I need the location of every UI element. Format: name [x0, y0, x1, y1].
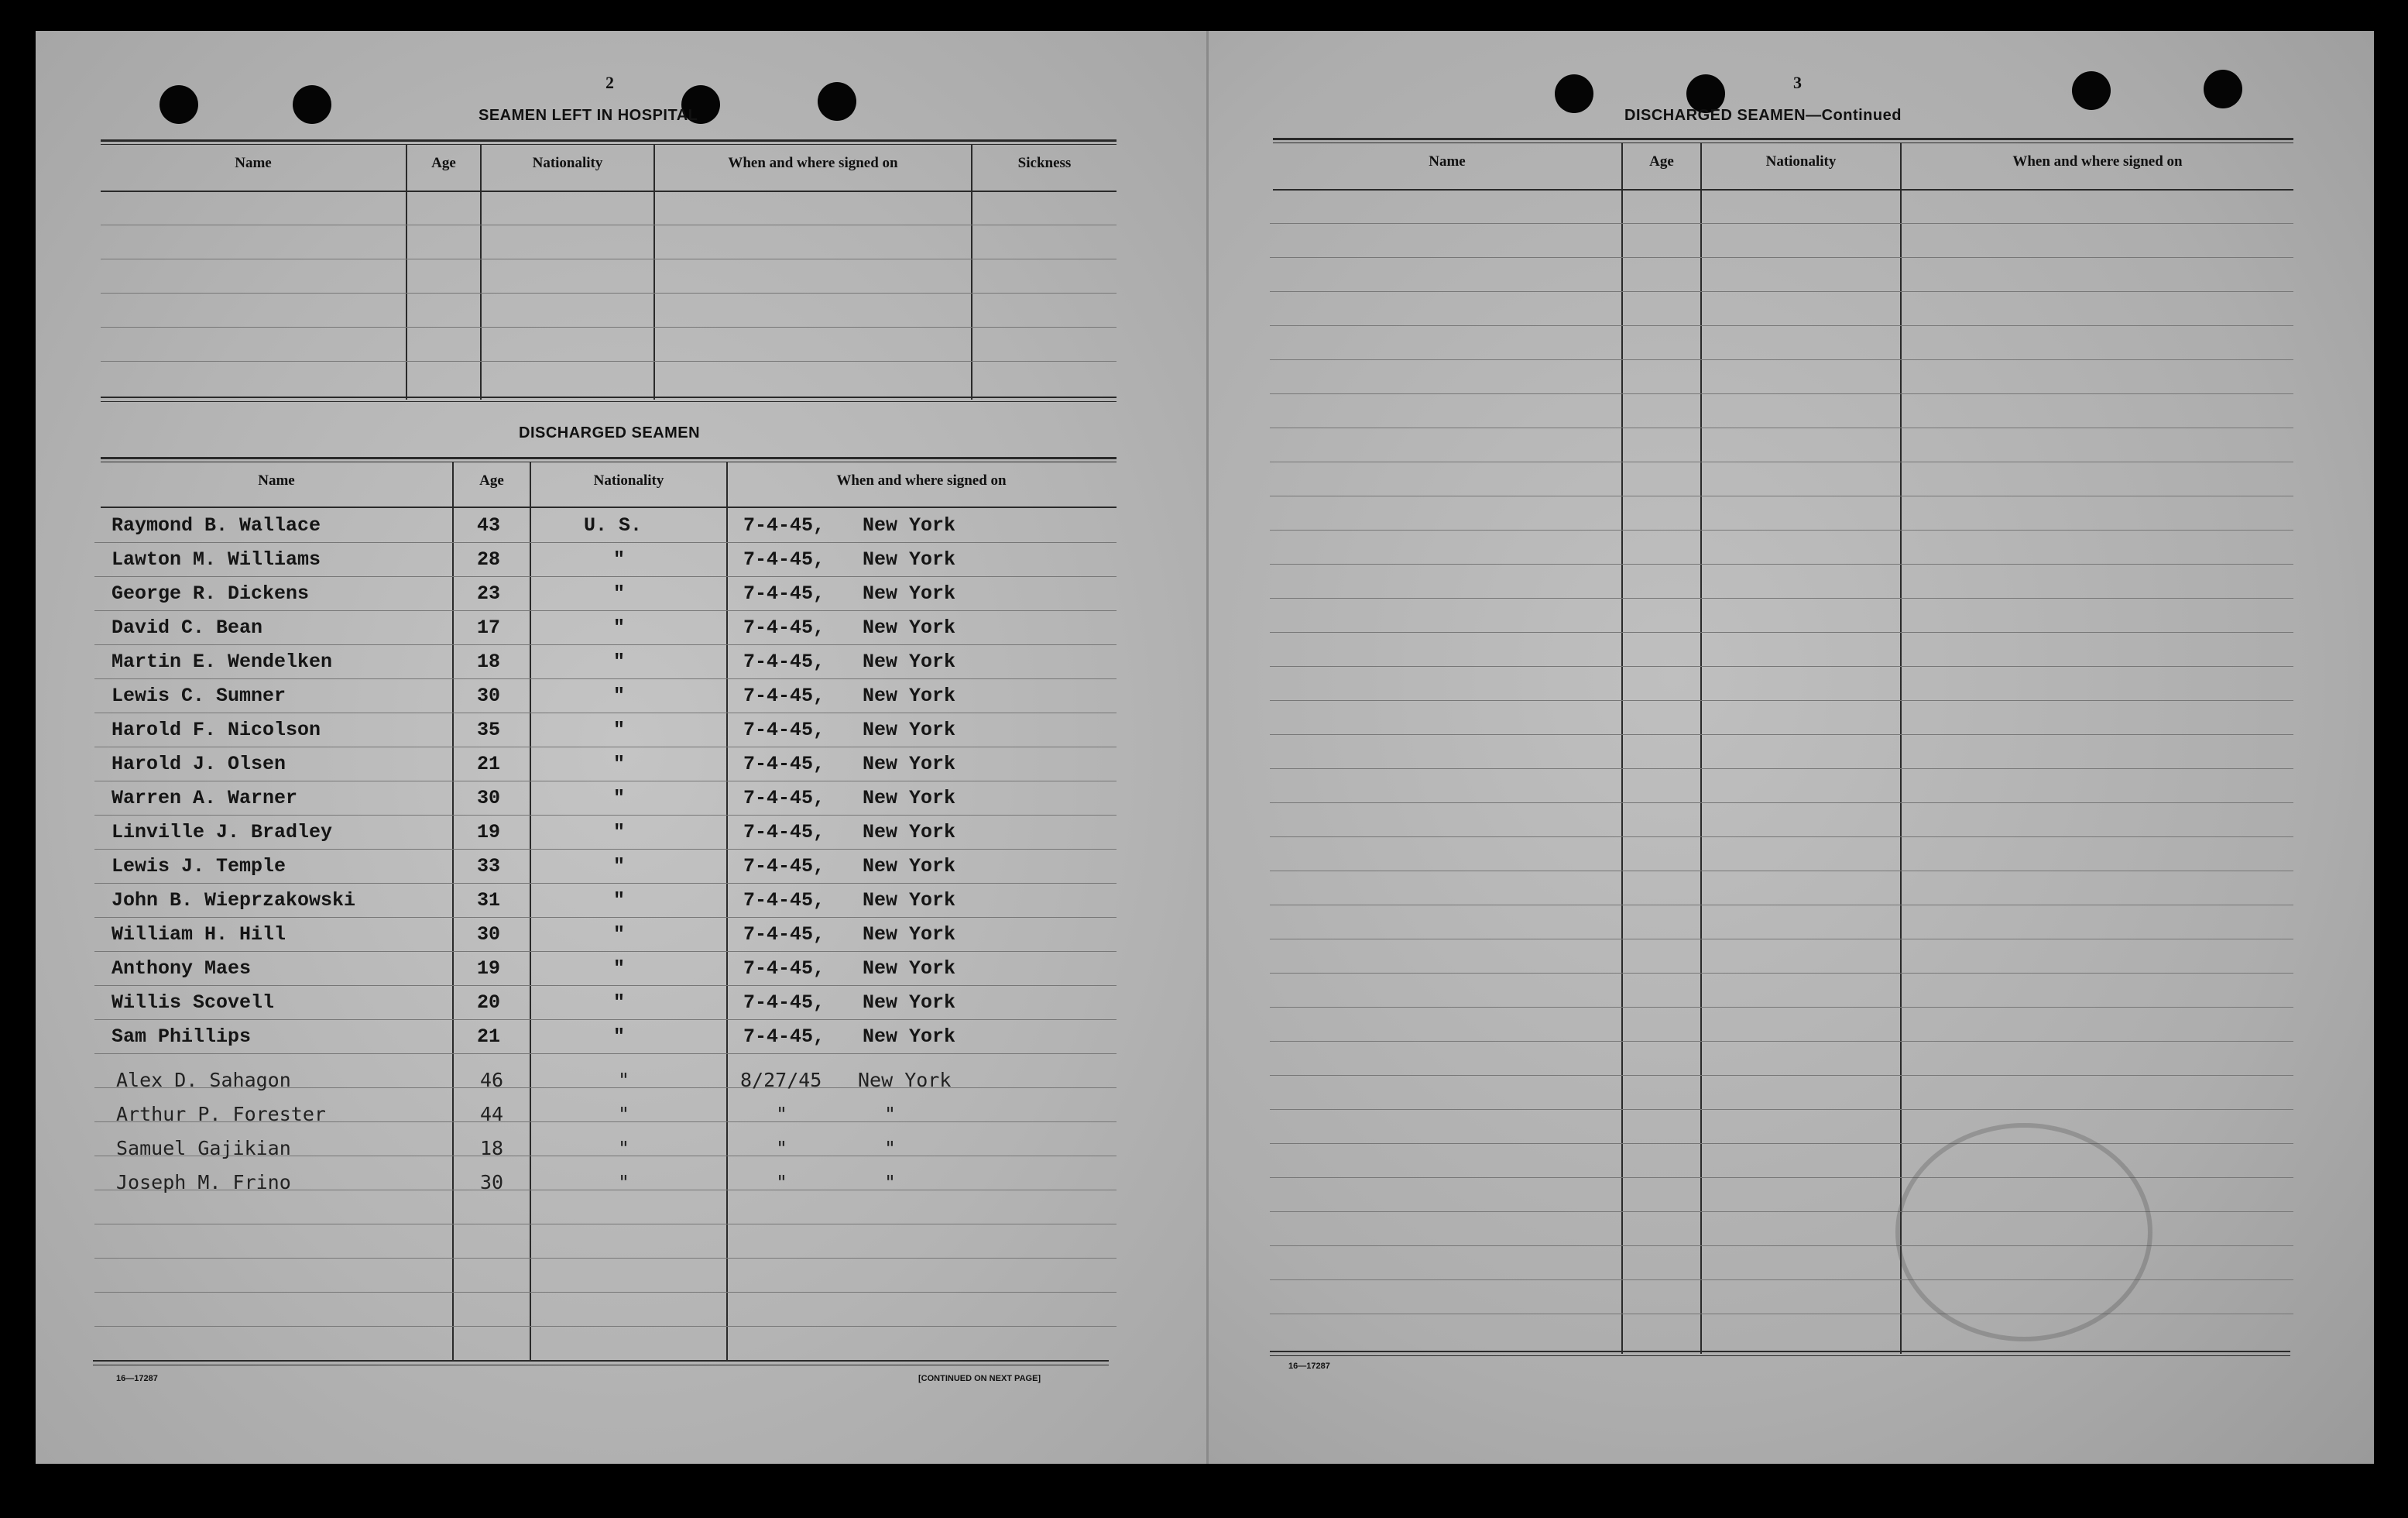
seaman-nationality: "	[613, 651, 626, 673]
discharged-col-nationality: Nationality	[593, 472, 664, 489]
seaman-signed-place: "	[884, 1137, 897, 1159]
seaman-name: Raymond B. Wallace	[111, 514, 321, 537]
seaman-age: 20	[477, 991, 501, 1014]
seaman-signed-place: New York	[863, 685, 956, 707]
seaman-signed-date: 7-4-45,	[743, 787, 825, 809]
seaman-name: William H. Hill	[111, 923, 286, 946]
seaman-nationality: "	[613, 1025, 626, 1048]
seaman-age: 17	[477, 616, 501, 639]
seaman-nationality: "	[613, 582, 626, 605]
seaman-name: John B. Wieprzakowski	[111, 889, 356, 912]
continued-col-nationality: Nationality	[1765, 153, 1837, 170]
hospital-col-sickness: Sickness	[1017, 155, 1072, 171]
seaman-name: Arthur P. Forester	[116, 1103, 326, 1125]
seaman-signed-date: "	[776, 1171, 788, 1193]
seaman-age: 28	[477, 548, 501, 571]
seaman-nationality: "	[613, 821, 626, 843]
punch-hole	[2204, 70, 2242, 108]
seaman-name: Harold J. Olsen	[111, 753, 286, 775]
seaman-signed-place: New York	[863, 821, 956, 843]
continued-note: [CONTINUED ON NEXT PAGE]	[918, 1374, 1041, 1383]
page-number: 3	[1793, 73, 1802, 92]
seaman-nationality: "	[613, 685, 626, 707]
seaman-nationality: "	[618, 1069, 630, 1091]
seaman-signed-place: New York	[863, 582, 956, 605]
form-number: 16—17287	[116, 1374, 158, 1383]
seaman-signed-date: 7-4-45,	[743, 582, 825, 605]
seaman-nationality: "	[613, 787, 626, 809]
seaman-signed-place: New York	[863, 787, 956, 809]
seaman-name: George R. Dickens	[111, 582, 310, 605]
seaman-age: 21	[477, 1025, 501, 1048]
seaman-signed-place: New York	[863, 889, 956, 912]
seaman-age: 21	[477, 753, 501, 775]
seaman-signed-place: New York	[863, 651, 956, 673]
seaman-name: David C. Bean	[111, 616, 263, 639]
form-number: 16—17287	[1288, 1362, 1330, 1371]
seaman-name: Alex D. Sahagon	[116, 1069, 291, 1091]
seaman-name: Linville J. Bradley	[111, 821, 333, 843]
seaman-signed-place: New York	[863, 923, 956, 946]
seaman-signed-place: "	[884, 1103, 897, 1125]
seaman-signed-place: New York	[863, 719, 956, 741]
seaman-signed-date: 7-4-45,	[743, 548, 825, 571]
seaman-nationality: "	[613, 855, 626, 877]
seaman-signed-place: "	[884, 1171, 897, 1193]
seaman-signed-date: 7-4-45,	[743, 651, 825, 673]
seaman-nationality: "	[613, 889, 626, 912]
seaman-age: 30	[477, 923, 501, 946]
seaman-signed-date: 7-4-45,	[743, 719, 825, 741]
section-title-discharged: DISCHARGED SEAMEN	[519, 424, 701, 441]
discharged-col-age: Age	[479, 472, 504, 489]
seaman-signed-date: 7-4-45,	[743, 753, 825, 775]
page-number: 2	[605, 73, 614, 92]
seaman-age: 19	[477, 821, 501, 843]
seaman-nationality: "	[613, 548, 626, 571]
seaman-signed-place: New York	[863, 991, 956, 1014]
seaman-signed-date: 7-4-45,	[743, 616, 825, 639]
seaman-name: Anthony Maes	[111, 957, 252, 980]
seaman-signed-date: 7-4-45,	[743, 923, 825, 946]
seaman-age: 30	[477, 685, 501, 707]
seaman-signed-place: New York	[858, 1069, 952, 1091]
seaman-nationality: "	[618, 1137, 630, 1159]
continued-col-name: Name	[1429, 153, 1466, 170]
seaman-age: 35	[477, 719, 501, 741]
seaman-signed-date: 7-4-45,	[743, 855, 825, 877]
seaman-signed-date: 7-4-45,	[743, 685, 825, 707]
continued-col-age: Age	[1649, 153, 1674, 170]
seaman-signed-place: New York	[863, 957, 956, 980]
seaman-age: 43	[477, 514, 501, 537]
punch-hole	[818, 82, 856, 121]
seaman-nationality: "	[613, 923, 626, 946]
seaman-name: Sam Phillips	[111, 1025, 252, 1048]
seaman-signed-date: 7-4-45,	[743, 1025, 825, 1048]
seaman-age: 19	[477, 957, 501, 980]
seaman-signed-date: 7-4-45,	[743, 889, 825, 912]
seaman-signed-date: 7-4-45,	[743, 991, 825, 1014]
punch-hole	[293, 85, 331, 124]
hospital-col-signed-on: When and where signed on	[728, 155, 898, 171]
seaman-name: Willis Scovell	[111, 991, 275, 1014]
seaman-age: 33	[477, 855, 501, 877]
page-fold	[1206, 31, 1209, 1464]
seaman-signed-date: "	[776, 1103, 788, 1125]
seaman-signed-date: 8/27/45	[740, 1069, 822, 1091]
punch-hole	[1555, 74, 1593, 113]
seaman-name: Warren A. Warner	[111, 787, 298, 809]
seaman-age: 30	[480, 1171, 504, 1193]
seaman-nationality: "	[613, 616, 626, 639]
left-page	[36, 31, 1208, 1464]
seaman-signed-place: New York	[863, 753, 956, 775]
seaman-nationality: "	[613, 957, 626, 980]
seaman-age: 46	[480, 1069, 504, 1091]
seaman-name: Harold F. Nicolson	[111, 719, 321, 741]
seaman-nationality: "	[618, 1103, 630, 1125]
seaman-name: Lewis C. Sumner	[111, 685, 286, 707]
seaman-nationality: "	[613, 719, 626, 741]
hospital-col-age: Age	[431, 155, 456, 171]
section-title-discharged-continued: DISCHARGED SEAMEN—Continued	[1624, 107, 1902, 124]
seaman-name: Lawton M. Williams	[111, 548, 321, 571]
seaman-signed-place: New York	[863, 1025, 956, 1048]
seaman-nationality: U. S.	[584, 514, 643, 537]
seaman-signed-place: New York	[863, 616, 956, 639]
section-title-hospital: SEAMEN LEFT IN HOSPITAL	[479, 107, 698, 124]
seaman-name: Joseph M. Frino	[116, 1171, 291, 1193]
seaman-age: 18	[480, 1137, 504, 1159]
seaman-age: 31	[477, 889, 501, 912]
seaman-signed-place: New York	[863, 514, 956, 537]
seaman-age: 18	[477, 651, 501, 673]
discharged-col-name: Name	[258, 472, 295, 489]
seaman-nationality: "	[618, 1171, 630, 1193]
seaman-name: Samuel Gajikian	[116, 1137, 291, 1159]
punch-hole	[2072, 71, 2111, 110]
seaman-signed-place: New York	[863, 548, 956, 571]
seaman-nationality: "	[613, 991, 626, 1014]
continued-col-signed-on: When and where signed on	[2012, 153, 2183, 170]
seaman-nationality: "	[613, 753, 626, 775]
right-page	[1208, 31, 2374, 1464]
seaman-signed-date: 7-4-45,	[743, 514, 825, 537]
seaman-age: 30	[477, 787, 501, 809]
hospital-col-name: Name	[235, 155, 272, 171]
seaman-signed-date: 7-4-45,	[743, 957, 825, 980]
punch-hole	[160, 85, 198, 124]
discharged-col-signed-on: When and where signed on	[836, 472, 1007, 489]
seaman-age: 44	[480, 1103, 504, 1125]
seaman-name: Lewis J. Temple	[111, 855, 286, 877]
seaman-signed-place: New York	[863, 855, 956, 877]
seaman-signed-date: "	[776, 1137, 788, 1159]
hospital-col-nationality: Nationality	[532, 155, 603, 171]
seaman-name: Martin E. Wendelken	[111, 651, 333, 673]
seaman-age: 23	[477, 582, 501, 605]
seaman-signed-date: 7-4-45,	[743, 821, 825, 843]
faint-stamp-seal	[1895, 1123, 2152, 1341]
